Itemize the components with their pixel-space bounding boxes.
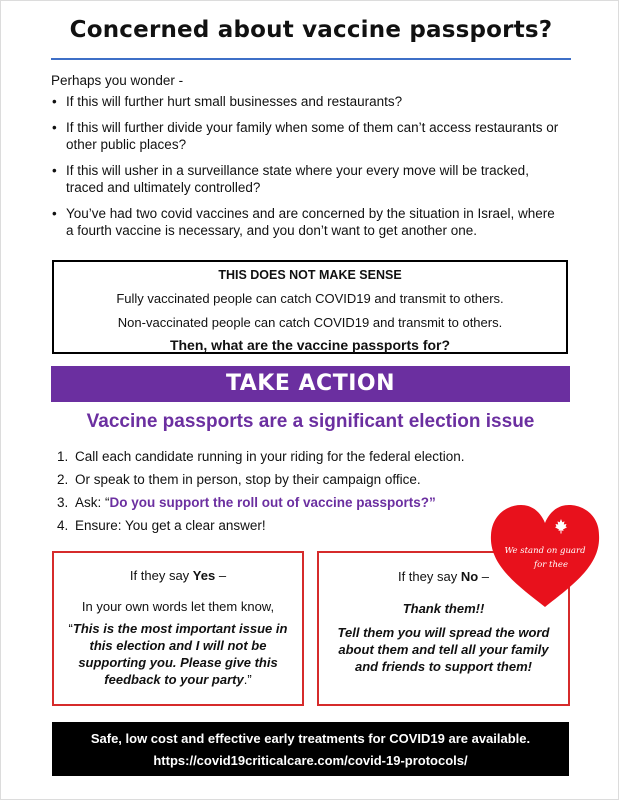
list-item: • If this will further hurt small businesses and restaurants? — [52, 94, 403, 109]
footer-link[interactable]: https://covid19criticalcare.com/covid-19-protocols/ — [153, 753, 468, 768]
list-item: 4. Ensure: You get a clear answer! — [57, 518, 266, 533]
heart-shape — [491, 505, 599, 607]
election-issue-subtitle: Vaccine passports are a significant election issue — [86, 411, 535, 432]
does-not-make-sense-box — [52, 260, 568, 354]
list-item: • You’ve had two covid vaccines and are concerned by the situation in Israel, where a fourth vaccine is necessary, and you don’t want to get another one. — [52, 206, 555, 238]
sense-question: Then, what are the vaccine passports for? — [169, 337, 451, 353]
take-action-banner: TAKE ACTION — [51, 366, 570, 402]
bullet-icon: • — [52, 206, 57, 221]
no-instruction: Tell them you will spread the word about them and tell all your family and friends to support them! — [337, 625, 550, 674]
bullet-icon: • — [52, 163, 57, 178]
yes-instruction: In your own words let them know, — [81, 599, 275, 614]
list-item: 3. Ask: “Do you support the roll out of vaccine passports?” — [57, 495, 436, 510]
list-item: • If this will usher in a surveillance state where your every move will be tracked, traced and ultimately controlled? — [52, 163, 529, 195]
footer-banner — [52, 722, 569, 776]
no-thanks: Thank them!! — [402, 601, 485, 616]
bullet-icon: • — [52, 94, 57, 109]
list-item: 2. Or speak to them in person, stop by their campaign office. — [57, 472, 421, 487]
heart-icon — [487, 501, 603, 611]
ask-question: Do you support the roll out of vaccine passports? — [109, 495, 430, 510]
intro-text: Perhaps you wonder - — [51, 73, 184, 88]
sense-line-vaccinated: Fully vaccinated people can catch COVID19 and transmit to others. — [116, 291, 504, 306]
bullet-icon: • — [52, 120, 57, 135]
page-title: Concerned about vaccine passports? — [69, 17, 553, 43]
concerns-list — [51, 93, 566, 248]
if-yes-box — [52, 551, 304, 706]
yes-quote: “This is the most important issue in this election and I will not be supporting you. Please give this feedback to your party.” — [68, 621, 288, 687]
no-heading: If they say No – — [397, 569, 490, 584]
list-item: • If this will further divide your family when some of them can’t access restaurants or other public places? — [52, 120, 559, 152]
list-item: 1. Call each candidate running in your riding for the federal election. — [57, 449, 465, 464]
action-steps — [57, 448, 537, 540]
yes-heading: If they say Yes – — [129, 568, 227, 583]
sense-heading: THIS DOES NOT MAKE SENSE — [218, 268, 402, 282]
heart-text-line1: We stand on guard — [504, 546, 586, 556]
title-divider — [51, 58, 571, 60]
heart-text-line2: for thee — [534, 560, 568, 570]
footer-text: Safe, low cost and effective early treatments for COVID19 are available. — [90, 731, 531, 746]
sense-line-nonvaccinated: Non-vaccinated people can catch COVID19 and transmit to others. — [117, 315, 503, 330]
